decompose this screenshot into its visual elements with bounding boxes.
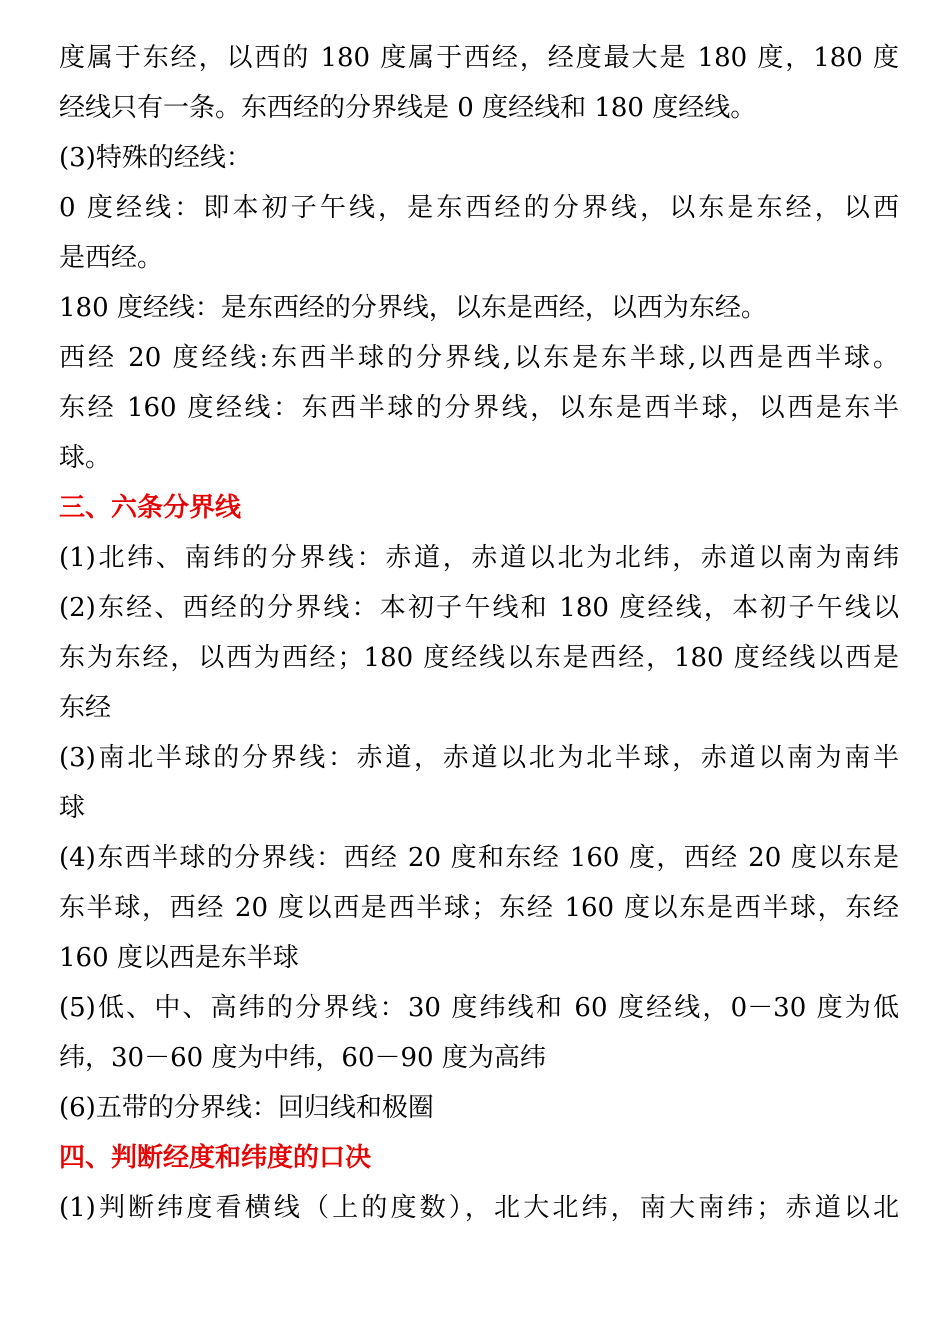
paragraph-line: 东经 160 度经线：东西半球的分界线，以东是西半球，以西是东半 — [59, 393, 899, 423]
paragraph-line: (2)东经、西经的分界线：本初子午线和 180 度经线，本初子午线以 — [59, 593, 899, 623]
section-heading: 四、判断经度和纬度的口决 — [59, 1143, 372, 1173]
paragraph-line: (3)特殊的经线： — [59, 143, 252, 173]
paragraph-line: 球。 — [59, 443, 112, 473]
paragraph-line: 东经 — [59, 693, 112, 723]
paragraph-line: (3)南北半球的分界线：赤道，赤道以北为北半球，赤道以南为南半 — [59, 743, 899, 773]
paragraph-line: 180 度经线：是东西经的分界线，以东是西经，以西为东经。 — [59, 293, 767, 323]
paragraph-line: 0 度经线：即本初子午线，是东西经的分界线，以东是东经，以西 — [59, 193, 899, 223]
paragraph-line: (1)判断纬度看横线（上的度数），北大北纬，南大南纬；赤道以北 — [59, 1193, 899, 1223]
paragraph-line: 球 — [59, 793, 86, 823]
document-page — [59, 33, 899, 1233]
paragraph-line: 是西经。 — [59, 243, 164, 273]
paragraph-line: (6)五带的分界线：回归线和极圈 — [59, 1093, 434, 1123]
paragraph-line: (4)东西半球的分界线：西经 20 度和东经 160 度，西经 20 度以东是 — [59, 843, 899, 873]
paragraph-line: (1)北纬、南纬的分界线：赤道，赤道以北为北纬，赤道以南为南纬 — [59, 543, 899, 573]
paragraph-line: 东半球，西经 20 度以西是西半球；东经 160 度以东是西半球，东经 — [59, 893, 899, 923]
paragraph-line: 东为东经，以西为西经；180 度经线以东是西经，180 度经线以西是 — [59, 643, 899, 673]
paragraph-line: (5)低、中、高纬的分界线：30 度纬线和 60 度经线，0－30 度为低 — [59, 993, 899, 1023]
section-heading: 三、六条分界线 — [59, 493, 242, 523]
paragraph-line: 经线只有一条。东西经的分界线是 0 度经线和 180 度经线。 — [59, 93, 757, 123]
paragraph-line: 度属于东经，以西的 180 度属于西经，经度最大是 180 度，180 度 — [59, 43, 899, 73]
paragraph-line: 西经 20 度经线:东西半球的分界线,以东是东半球,以西是西半球。 — [59, 343, 899, 373]
paragraph-line: 纬，30－60 度为中纬，60－90 度为高纬 — [59, 1043, 546, 1073]
paragraph-line: 160 度以西是东半球 — [59, 943, 299, 973]
